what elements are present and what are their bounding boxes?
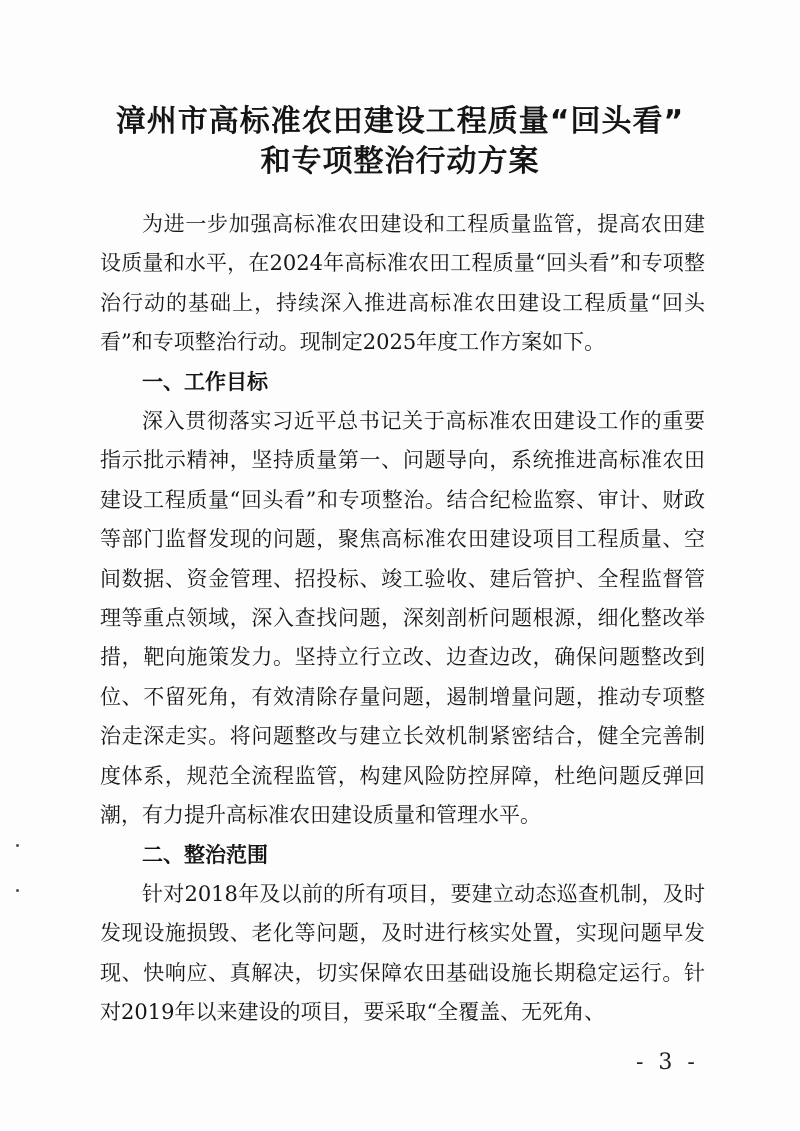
- scan-speck: [16, 889, 19, 892]
- section-2-paragraph: 针对2018年及以前的所有项目，要建立动态巡查机制，及时发现设施损毁、老化等问题，及时进行核实处置，实现问题早发现、快响应、真解决，切实保障农田基础设施长期稳定运行。针对2019年以来建设的项目，要采取“全覆盖、无死角、: [100, 881, 705, 1025]
- section-2-heading: 二、整治范围: [142, 842, 268, 867]
- page-number: - 3 -: [636, 1050, 699, 1075]
- intro-paragraph: 为进一步加强高标准农田建设和工程质量监管，提高农田建设质量和水平，在2024年高标准农田工程质量“回头看”和专项整治行动的基础上，持续深入推进高标准农田建设工程质量“回头看”和专项整治行动。现制定2025年度工作方案如下。: [100, 212, 705, 355]
- scan-speck: [16, 844, 19, 847]
- document-title-line-1: 漳州市高标准农田建设工程质量“回头看”: [115, 104, 685, 139]
- document-title-line-2: 和专项整治行动方案: [260, 144, 540, 179]
- document-body: [100, 205, 705, 1033]
- section-1-heading: 一、工作目标: [142, 369, 268, 394]
- section-1-paragraph: 深入贯彻落实习近平总书记关于高标准农田建设工作的重要指示批示精神，坚持质量第一、问题导向，系统推进高标准农田建设工程质量“回头看”和专项整治。结合纪检监察、审计、财政等部门监督发现的问题，聚焦高标准农田建设项目工程质量、空间数据、资金管理、招投标、竣工验收、建后管护、全程监督管理等重点领域，深入查找问题，深刻剖析问题根源，细化整改举措，靶向施策发力。坚持立行立改、边查边改，确保问题整改到位、不留死角，有效清除存量问题，遏制增量问题，推动专项整治走深走实。将问题整改与建立长效机制紧密结合，健全完善制度体系，规范全流程监管，构建风险防控屏障，杜绝问题反弹回潮，有力提升高标准农田建设质量和管理水平。: [100, 409, 705, 828]
